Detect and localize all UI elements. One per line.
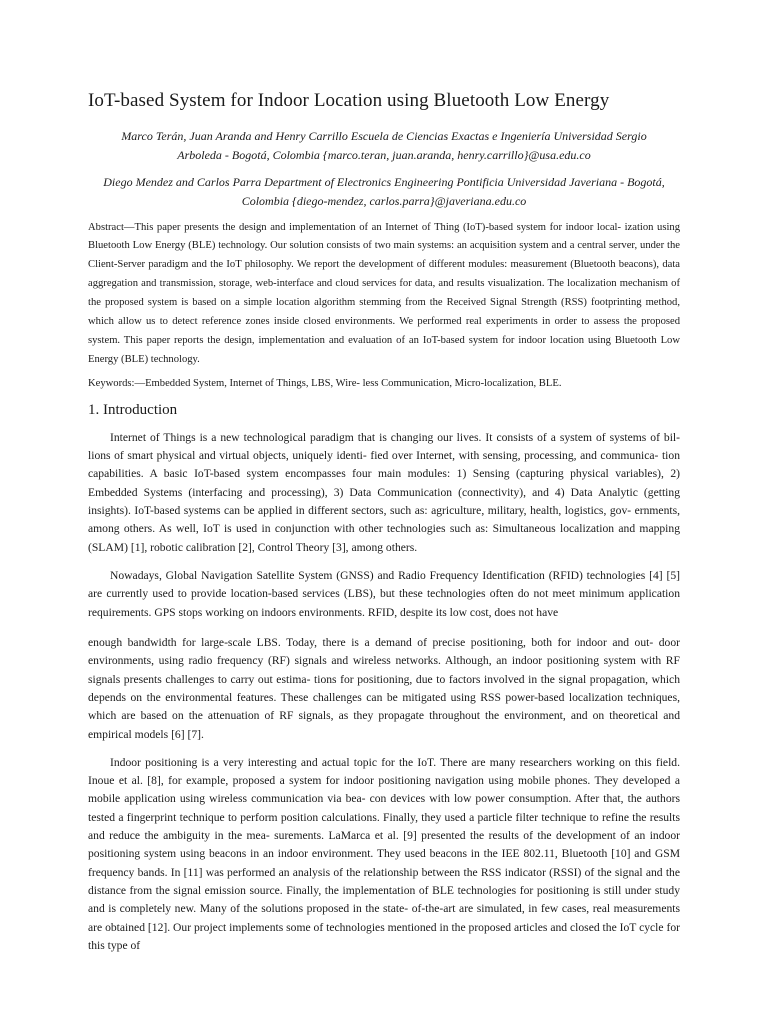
keywords: Keywords:—Embedded System, Internet of Things, LBS, Wire- less Communication, Micro-localization, BLE. — [88, 378, 562, 390]
body-paragraph: Indoor positioning is a very interesting and actual topic for the IoT. There are many researchers working on this field. Inoue et al. [8], for example, proposed a system for indoor positioning navigation using mobile phones. They developed a mobile application using wireless communication via bea- con devices with low power consumption. After that, the authors tested a fingerprint technique to perform position calculations. Finally, they used a particle filter technique to refine the results and reduce the ambiguity in the mea- surements. LaMarca et al. [9] presented the results of the development of an indoor positioning system using beacons in an indoor environment. They used beacons in the IEE 802.11, Bluetooth [10] and GSM frequency bands. In [11] was performed an analysis of the relationship between the RSS indicator (RSSI) of the signal and the distance from the signal emission source. Finally, the implementation of BLE technologies for positioning is still under study and is completely new. Many of the solutions proposed in the state- of-the-art are simulated, in few cases, real measurements are obtained [12]. Our project implements some of technologies mentioned in the proposed articles and closed the IoT cycle for this type of — [88, 755, 680, 952]
section-title-introduction: 1. Introduction — [88, 402, 178, 419]
body-paragraph: enough bandwidth for large-scale LBS. Today, there is a demand of precise positioning, both for indoor and out- door environments, using radio frequency (RF) signals and wireless networks. Although, an indoor positioning system with RF signals presents challenges to carry out estima- tions for positioning, due to factors involved in the signal propagation, which depends on the environmental features. These challenges can be mitigated using RSS power-based localization techniques, which are based on the attenuation of RF signals, as they propagate throughout the environment, and on theoretical and empirical models [6] [7]. — [88, 635, 680, 741]
author-block-2: Diego Mendez and Carlos Parra Department of Electronics Engineering Pontificia Universidad Javeriana - Bogotá, Colombia {diego-mendez, carlos.parra}@javeriana.edu.co — [103, 174, 665, 208]
body-paragraph: Nowadays, Global Navigation Satellite System (GNSS) and Radio Frequency Identification (RFID) technologies [4] [5] are currently used to provide location-based services (LBS), but these technologies often do not meet minimum application requirements. GPS stops working on indoors environments. RFID, despite its low cost, does not have — [88, 569, 680, 619]
body-paragraph: Internet of Things is a new technological paradigm that is changing our lives. It consists of a system of systems of bil- lions of smart physical and virtual objects, uniquely identi- fied over Internet, with sensing, processing, and communica- tion capabilities. A basic IoT-based system encompasses four main modules: 1) Sensing (capturing physical variables), 2) Embedded Systems (interfacing and processing), 3) Data Communication (connectivity), and 4) Data Analytic (getting insights). IoT-based systems can be applied in different sectors, such as: agriculture, military, health, logistics, gov- ernments, among others. As well, IoT is used in conjunction with other technologies such as: Simultaneous localization and mapping (SLAM) [1], robotic calibration [2], Control Theory [3], among others. — [88, 430, 680, 554]
abstract: Abstract—This paper presents the design and implementation of an Internet of Thing (IoT)-based system for indoor local- ization using Bluetooth Low Energy (BLE) technology. Our solution consists of two main systems: an acquisition system and a central server, under the Client-Server paradigm and the IoT philosophy. We report the development of different modules: measurement (Bluetooth beacons), data aggregation and transmission, storage, web-interface and cloud services for data, and results visualization. The localization mechanism of the proposed system is based on a simple location algorithm stemming from the Received Signal Strength (RSS) footprinting method, which allow us to detect reference zones inside closed environments. We performed real experiments in order to assess the proposed system. This paper reports the design, implementation and evaluation of an IoT-based system for indoor location using Bluetooth Low Energy (BLE) technology. — [88, 221, 680, 365]
paper-page — [88, 90, 680, 965]
paper-title: IoT-based System for Indoor Location using Bluetooth Low Energy — [88, 90, 610, 111]
author-block-1: Marco Terán, Juan Aranda and Henry Carrillo Escuela de Ciencias Exactas e Ingeniería Universidad Sergio Arboleda - Bogotá, Colombia {marco.teran, juan.aranda, henry.carrillo}@usa.edu.co — [121, 128, 647, 162]
